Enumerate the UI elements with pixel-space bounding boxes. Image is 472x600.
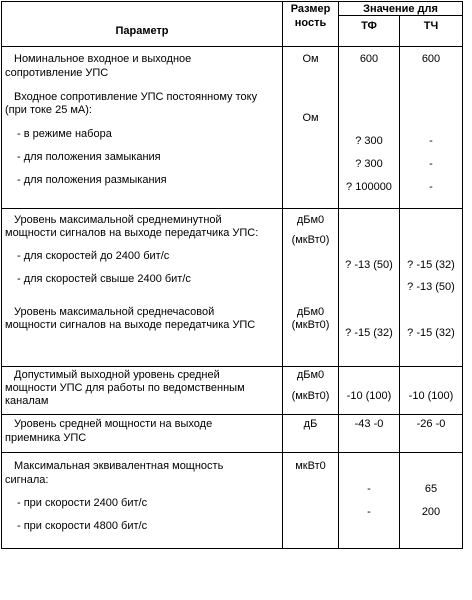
tch-value: ? -15 (32): [407, 327, 455, 339]
tch-value: ? -13 (50): [407, 281, 455, 293]
unit-cell: Ом: [302, 53, 319, 65]
param-text: мощности сигналов на выходе передатчика УПС:: [5, 227, 259, 239]
unit-cell: Ом: [302, 112, 319, 124]
tf-value: -: [367, 506, 371, 518]
tf-value: ? 100000: [346, 181, 392, 193]
table-border-top: [1, 1, 463, 2]
param-text: приемника УПС: [5, 432, 87, 444]
param-text: сопротивление УПС: [5, 67, 109, 79]
tf-value: ? 300: [355, 135, 383, 147]
header-unit: Размер: [290, 3, 331, 15]
header-unit-cont: ность: [294, 17, 327, 29]
param-text: Входное сопротивление УПС постоянному току: [14, 91, 258, 103]
param-text: Уровень максимальной среднеминутной: [14, 214, 222, 226]
param-text: (при токе 25 мА):: [5, 104, 92, 116]
header-tf: ТФ: [361, 20, 377, 32]
tch-value: -26 -0: [416, 418, 446, 430]
tch-value: -: [429, 135, 433, 147]
tch-value: -: [429, 181, 433, 193]
param-text: мощности сигналов на выходе передатчика УПС: [5, 319, 256, 331]
row-divider: [1, 414, 463, 415]
sub-item: - в режиме набора: [17, 128, 112, 140]
unit-cell: дБ: [303, 418, 318, 430]
tf-value: 600: [359, 53, 379, 65]
sub-item: - для скоростей до 2400 бит/с: [17, 250, 170, 262]
row-divider: [1, 208, 463, 209]
tch-value: 65: [424, 483, 438, 495]
tf-value: -: [367, 483, 371, 495]
tf-value: ? 300: [355, 158, 383, 170]
header-param: Параметр: [115, 25, 169, 37]
sub-item: - при скорости 2400 бит/с: [17, 497, 148, 509]
unit-cell: дБм0: [296, 369, 325, 381]
sub-item: - для положения размыкания: [17, 174, 167, 186]
column-divider: [338, 1, 339, 549]
row-divider: [1, 46, 463, 47]
tf-value: -10 (100): [346, 390, 392, 402]
unit-cell: (мкВт0): [291, 390, 330, 402]
tch-value: 600: [421, 53, 441, 65]
unit-cell: дБм0: [296, 306, 325, 318]
param-text: Уровень средней мощности на выходе: [14, 418, 213, 430]
param-text: Номинальное входное и выходное: [14, 53, 192, 65]
unit-cell: мкВт0: [295, 460, 326, 472]
param-text: Максимальная эквивалентная мощность: [14, 460, 224, 472]
header-tch: ТЧ: [423, 20, 439, 32]
tf-value: ? -13 (50): [345, 259, 393, 271]
row-divider: [1, 366, 463, 367]
param-text: мощности УПС для работы по ведомственным: [5, 382, 245, 394]
param-text: каналам: [5, 395, 49, 407]
tch-value: -: [429, 158, 433, 170]
unit-cell: дБм0: [296, 214, 325, 226]
sub-item: - для положения замыкания: [17, 151, 161, 163]
tf-value: ? -15 (32): [345, 327, 393, 339]
table-border-right: [462, 1, 463, 549]
tf-value: -43 -0: [354, 418, 384, 430]
table-border-bottom: [1, 548, 463, 549]
unit-cell: (мкВт0): [291, 234, 330, 246]
tch-value: -10 (100): [408, 390, 454, 402]
unit-cell: (мкВт0): [291, 319, 330, 331]
sub-item: - для скоростей свыше 2400 бит/с: [17, 273, 191, 285]
sub-item: - при скорости 4800 бит/с: [17, 520, 148, 532]
param-text: Допустимый выходной уровень средней: [14, 369, 220, 381]
table-border-left: [1, 1, 2, 549]
header-value: Значение для: [363, 3, 438, 15]
row-divider: [1, 452, 463, 453]
tch-value: 200: [421, 506, 441, 518]
param-text: Уровень максимальной среднечасовой: [14, 306, 215, 318]
param-text: сигнала:: [5, 474, 49, 486]
tch-value: ? -15 (32): [407, 259, 455, 271]
